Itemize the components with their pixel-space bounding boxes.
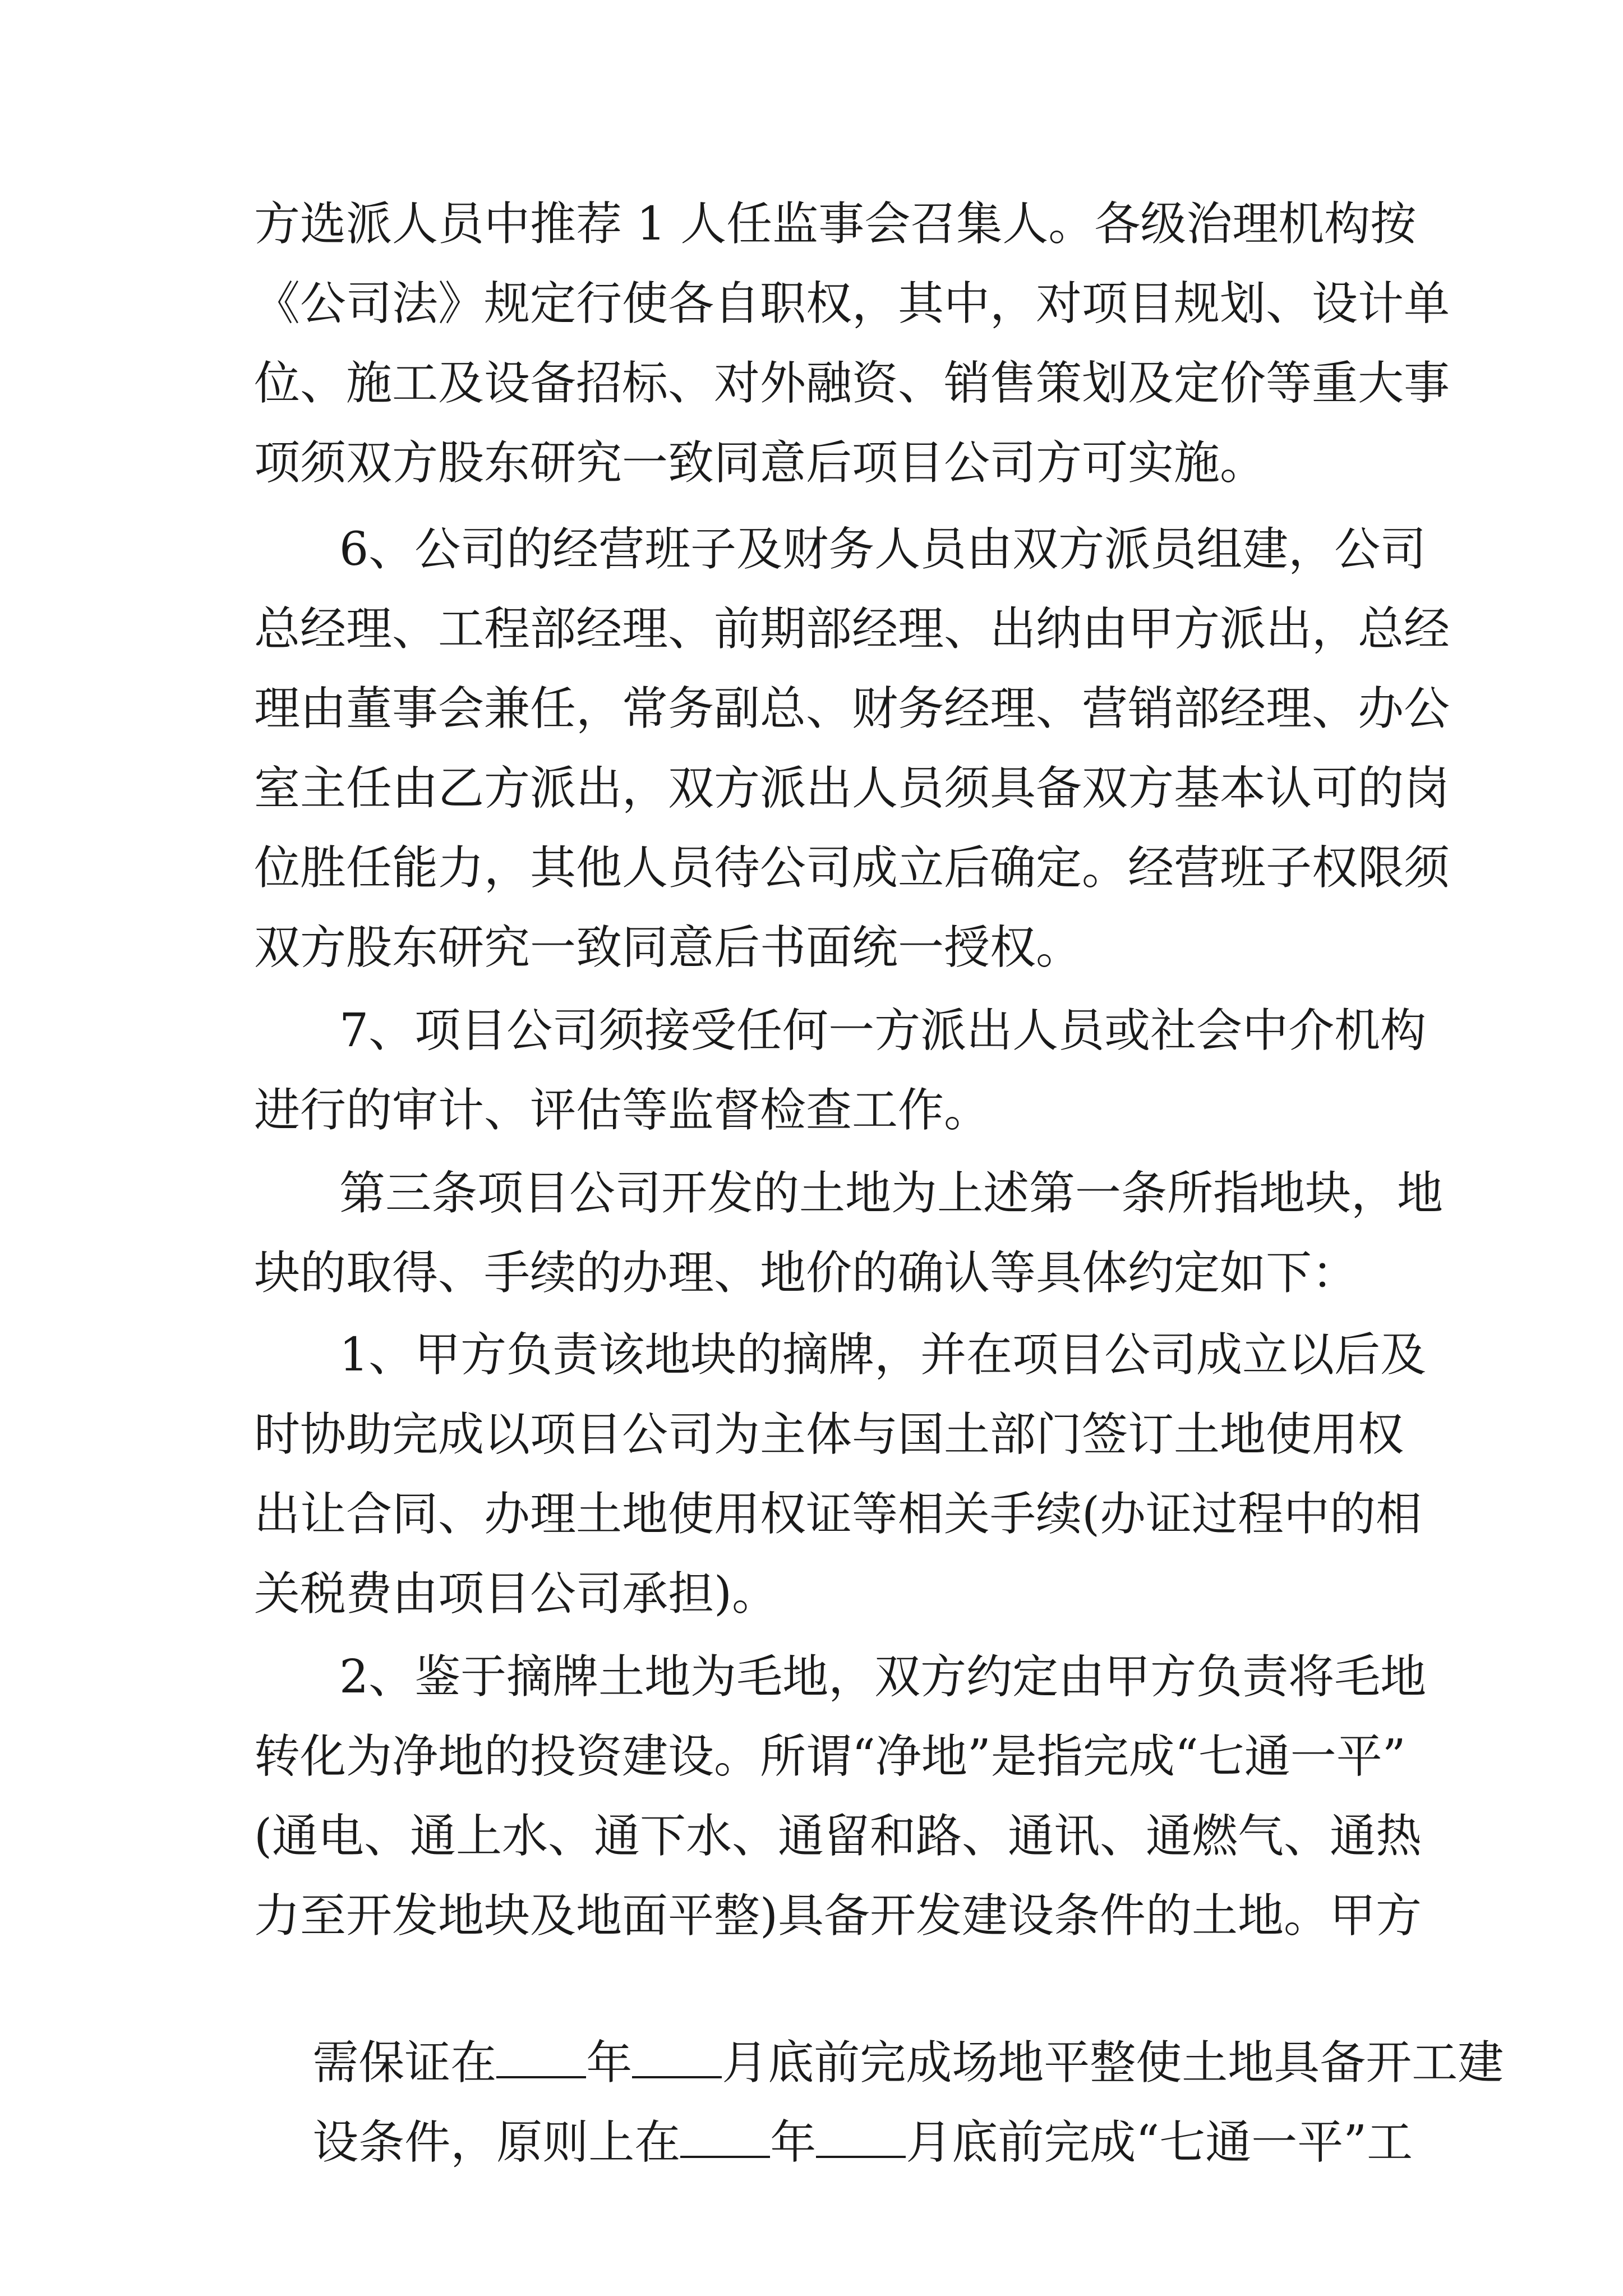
text-line: (通电、通上水、通下水、通留和路、通讯、通燃气、通热 xyxy=(254,1810,1422,1863)
text-line: 理由董事会兼任，常务副总、财务经理、营销部经理、办公 xyxy=(254,682,1450,735)
text-line-with-blanks xyxy=(254,1962,1504,2090)
text-fragment: 设条件，原则上在 xyxy=(312,2116,681,2169)
text-line: 项须双方股东研究一致同意后项目公司方可实施。 xyxy=(254,436,1266,490)
text-line: 时协助完成以项目公司为主体与国土部门签订土地使用权 xyxy=(254,1408,1404,1461)
text-line: 第三条项目公司开发的土地为上述第一条所指地块，地 xyxy=(339,1167,1444,1220)
text-line: 6、公司的经营班子及财务人员由双方派员组建，公司 xyxy=(339,523,1427,576)
text-line: 双方股东研究一致同意后书面统一授权。 xyxy=(254,921,1082,974)
text-line: 1、甲方负责该地块的摘牌，并在项目公司成立以后及 xyxy=(339,1328,1427,1382)
text-line: 块的取得、手续的办理、地价的确认等具体约定如下： xyxy=(254,1246,1358,1300)
fill-in-blank xyxy=(816,2150,906,2158)
text-fragment: 年 xyxy=(586,2036,633,2090)
text-line: 总经理、工程部经理、前期部经理、出纳由甲方派出，总经 xyxy=(254,602,1450,656)
text-fragment: 月底前完成“七通一平”工 xyxy=(906,2116,1413,2169)
text-line: 进行的审计、评估等监督检查工作。 xyxy=(254,1084,990,1137)
text-line: 力至开发地块及地面平整)具备开发建设条件的土地。甲方 xyxy=(254,1889,1422,1943)
text-line-with-blanks xyxy=(254,2042,1413,2169)
text-line: 7、项目公司须接受任何一方派出人员或社会中介机构 xyxy=(339,1004,1427,1057)
fill-in-blank xyxy=(680,2150,770,2158)
text-line: 室主任由乙方派出，双方派出人员须具备双方基本认可的岗 xyxy=(254,762,1450,815)
text-line: 关税费由项目公司承担)。 xyxy=(254,1567,778,1621)
text-line: 出让合同、办理土地使用权证等相关手续(办证过程中的相 xyxy=(254,1488,1422,1541)
text-line: 位、施工及设备招标、对外融资、销售策划及定价等重大事 xyxy=(254,357,1450,410)
text-line: 2、鉴于摘牌土地为毛地，双方约定由甲方负责将毛地 xyxy=(339,1650,1427,1704)
text-line: 《公司法》规定行使各自职权，其中，对项目规划、设计单 xyxy=(254,277,1450,330)
text-line: 位胜任能力，其他人员待公司成立后确定。经营班子权限须 xyxy=(254,841,1450,895)
text-fragment: 年 xyxy=(770,2116,817,2169)
text-fragment: 月底前完成场地平整使土地具备开工建 xyxy=(722,2036,1504,2090)
text-line: 方选派人员中推荐 1 人任监事会召集人。各级治理机构按 xyxy=(254,197,1417,251)
text-fragment: 需保证在 xyxy=(312,2036,497,2090)
text-line: 转化为净地的投资建设。所谓“净地”是指完成“七通一平” xyxy=(254,1730,1406,1783)
